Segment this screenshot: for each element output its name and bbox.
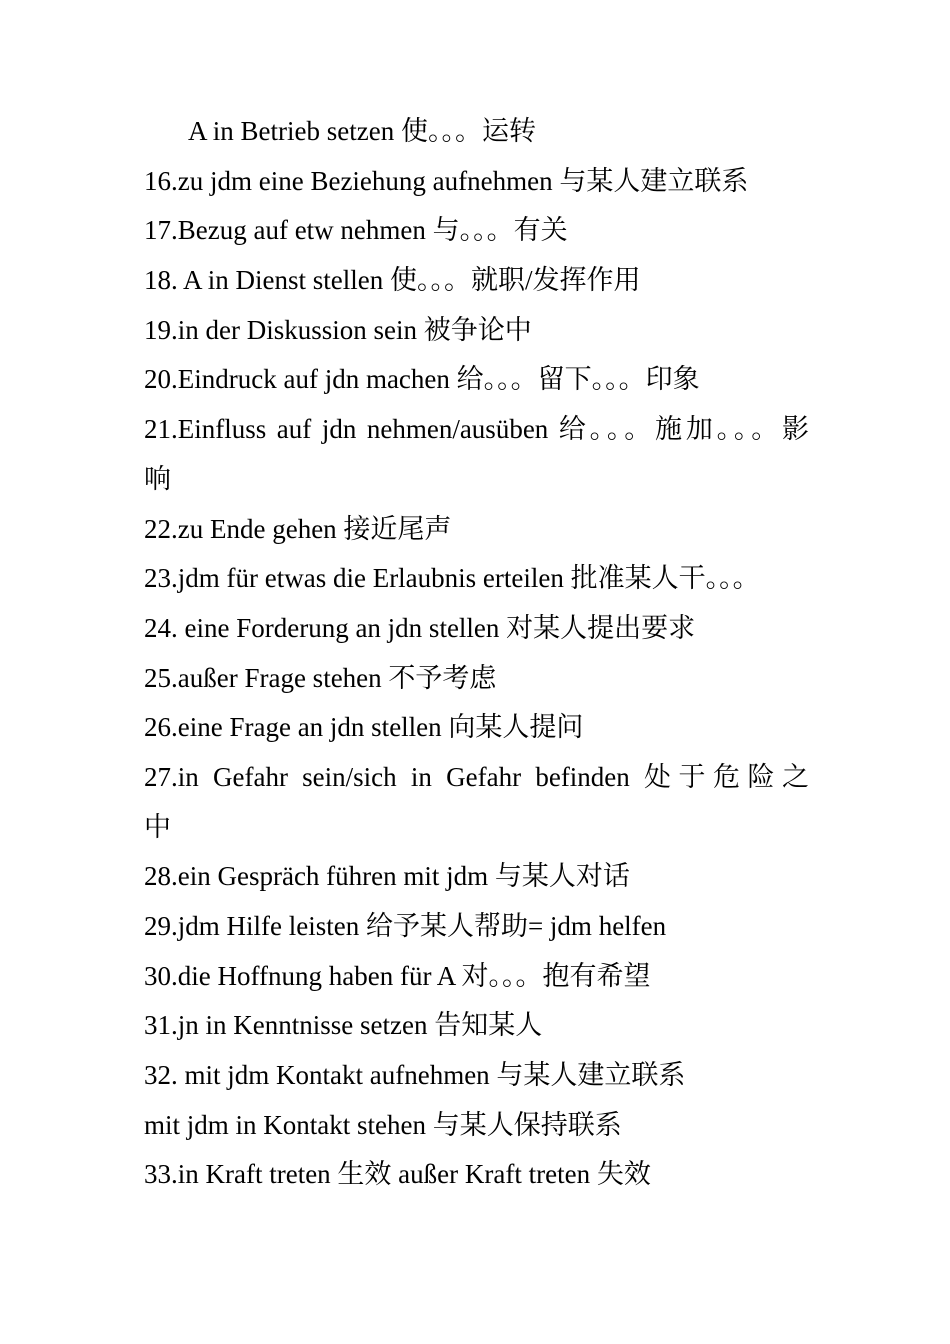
list-item: 19.in der Diskussion sein 被争论中: [144, 314, 532, 345]
list-item: 27.in Gefahr sein/sich in Gefahr befinden 处于危险之: [144, 761, 809, 792]
list-item: 33.in Kraft treten 生效 außer Kraft treten 失效: [144, 1159, 651, 1190]
list-item: 29.jdm Hilfe leisten 给予某人帮助= jdm helfen: [144, 911, 667, 941]
vocabulary-list: [144, 107, 809, 1200]
list-item: 26.eine Frage an jdn stellen 向某人提问: [144, 712, 584, 743]
list-item: 16.zu jdm eine Beziehung aufnehmen 与某人建立联系: [144, 165, 749, 196]
list-item: 25.außer Frage stehen 不予考虑: [144, 662, 497, 693]
list-item: A in Betrieb setzen 使。。。运转: [188, 116, 536, 146]
list-item: 20.Eindruck auf jdn machen 给。。。留下。。。印象: [144, 364, 700, 395]
list-item: 28.ein Gespräch führen mit jdm 与某人对话: [144, 861, 630, 892]
list-item-continuation: 响: [144, 463, 171, 494]
list-item: 22.zu Ende gehen 接近尾声: [144, 513, 452, 544]
list-item: 32. mit jdm Kontakt aufnehmen 与某人建立联系: [144, 1060, 686, 1091]
list-item: 18. A in Dienst stellen 使。。。就职/发挥作用: [144, 265, 641, 296]
list-item: mit jdm in Kontakt stehen 与某人保持联系: [144, 1109, 622, 1140]
list-item: 23.jdm für etwas die Erlaubnis erteilen 批准某人干。。。: [144, 563, 760, 594]
list-item: 30.die Hoffnung haben für A 对。。。抱有希望: [144, 960, 651, 991]
list-item: 31.jn in Kenntnisse setzen 告知某人: [144, 1010, 543, 1041]
list-item: 24. eine Forderung an jdn stellen 对某人提出要求: [144, 612, 696, 643]
list-item-continuation: 中: [144, 811, 171, 842]
list-item: 17.Bezug auf etw nehmen 与。。。有关: [144, 215, 568, 246]
list-item: 21.Einfluss auf jdn nehmen/ausüben 给。。。施加。。。影: [144, 414, 809, 445]
